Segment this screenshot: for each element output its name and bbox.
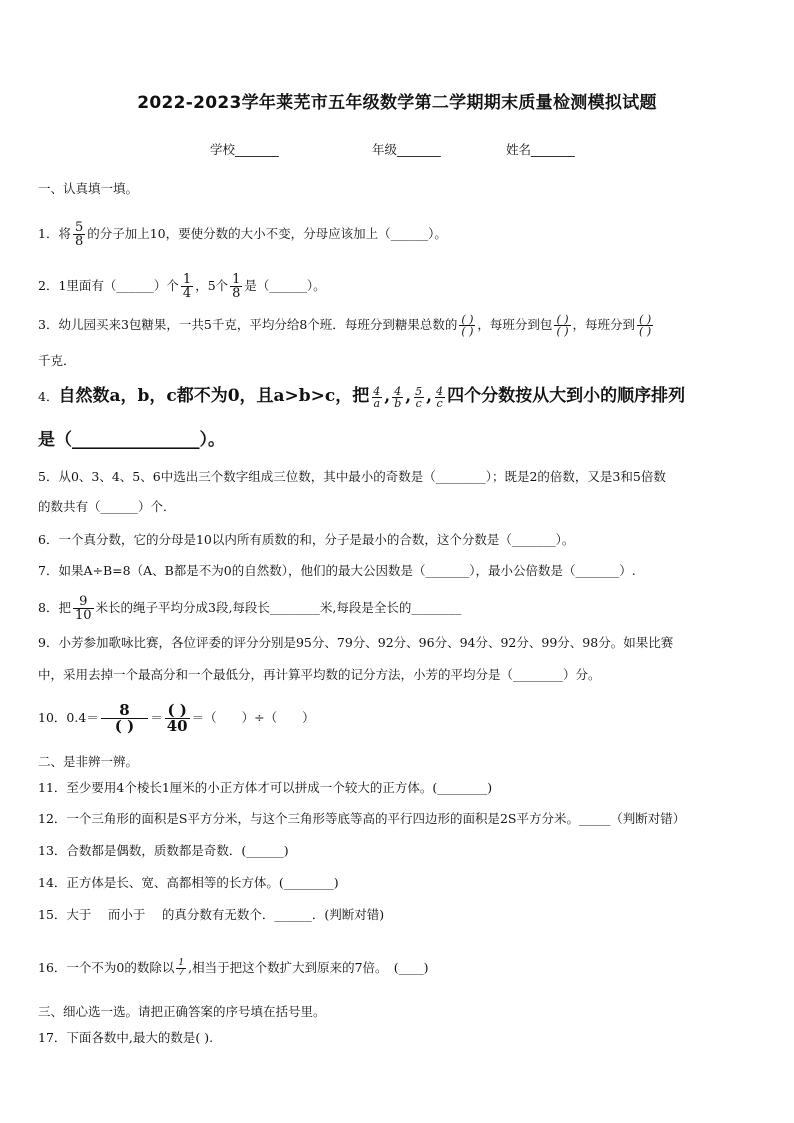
q10-fraction-2 (165, 703, 190, 734)
q16-text-post: ,相当于把这个数扩大到原来的7倍。 (____) (188, 960, 429, 975)
q8-text-pre: 8．把 (38, 600, 71, 615)
fraction-denominator: b (394, 397, 402, 410)
school-field: 学校_______ (210, 142, 279, 157)
fraction-numerator: 4 (373, 385, 381, 398)
fraction-numerator: ( ) (556, 313, 569, 326)
q1-text-pre: 1．将 (38, 226, 71, 241)
question-5-line-2: 的数共有（______）个． (38, 499, 176, 514)
grade-field: 年级_______ (372, 142, 441, 157)
q2-text-post: 是（______）。 (244, 278, 326, 293)
fraction-denominator: ( ) (461, 325, 474, 338)
fraction-denominator: 7 (178, 968, 185, 978)
fraction-numerator: 1 (182, 272, 192, 287)
q4-text-1: 自然数a，b，c都不为0，且a>b>c，把 (58, 386, 370, 406)
fraction-denominator: 10 (74, 608, 92, 623)
question-5: 5．从0、3、4、5、6中选出三个数字组成三位数，其中最小的奇数是（________）；既是2的倍数，又是3和5倍数 (38, 469, 666, 484)
q4-number: 4． (38, 389, 59, 404)
q2-fraction-2 (230, 273, 242, 300)
fraction-numerator: ( ) (639, 313, 652, 326)
q2-text-mid: ，5个 (195, 278, 229, 293)
fraction-denominator: ( ) (639, 325, 652, 338)
section-heading-2: 二、是非辨一辨。 (38, 754, 139, 769)
name-field: 姓名_______ (506, 142, 575, 157)
fraction-denominator: 40 (166, 717, 188, 735)
question-16 (38, 958, 429, 978)
q4-fraction-3 (413, 386, 424, 409)
fraction-denominator: a (373, 397, 381, 410)
question-10 (38, 703, 315, 734)
section-heading-3: 三、细心选一选。请把正确答案的序号填在括号里。 (38, 1004, 326, 1019)
q10-text-post: ＝（ ）÷（ ） (191, 710, 315, 725)
q16-fraction (176, 959, 186, 978)
q2-text-pre: 2．1里面有（______）个 (38, 278, 179, 293)
q4-fraction-2 (392, 386, 403, 409)
fraction-numerator: 9 (79, 594, 88, 609)
q3-text-mid2: ，每班分到 (572, 317, 636, 332)
question-9-line-2: 中，采用去掉一个最高分和一个最低分，再计算平均数的记分方法，小芳的平均分是（________）分。 (38, 667, 601, 682)
question-4-line-2 (38, 430, 225, 451)
fraction-numerator: 8 (119, 701, 130, 719)
question-12: 12．一个三角形的面积是S平方分米，与这个三角形等底等高的平行四边形的面积是2S平方分米。_____（判断对错） (38, 811, 686, 826)
fraction-numerator: ( ) (461, 313, 474, 326)
fraction-numerator: 5 (415, 385, 423, 398)
question-7: 7．如果A÷B=8（A、B都是不为0的自然数），他们的最大公因数是（_______），最小公倍数是（_______）. (38, 563, 636, 578)
fraction-denominator: c (415, 397, 422, 410)
question-4: 4．自然数a，b，c都不为0，且a>b>c，把 $\frac{4}{a}$ , $\frac{4}{b}$ , $\frac{5}{c}$ , $\frac{4}{c}$ 四个分数按从大到小的顺序排列 (38, 385, 686, 410)
fraction-numerator: 1 (178, 958, 185, 968)
question-17: 17．下面各数中,最大的数是( ). (38, 1030, 214, 1045)
q16-text-pre: 16．一个不为0的数除以 (38, 960, 175, 975)
fraction-denominator: c (436, 397, 443, 410)
q3-blank-fraction-3 (637, 314, 653, 337)
fraction-numerator: 4 (394, 385, 402, 398)
fraction-denominator: 8 (74, 234, 84, 249)
question-1 (38, 221, 447, 248)
q10-fraction-1 (101, 703, 148, 734)
fraction-denominator: ( ) (101, 718, 148, 734)
section-heading-1: 一、认真填一填。 (38, 181, 139, 196)
question-14: 14．正方体是长、宽、高都相等的长方体。(________) (38, 875, 339, 890)
fraction-numerator: 5 (74, 220, 84, 235)
q4-text-3: 是（_______________）。 (38, 430, 225, 450)
fraction-numerator: ( ) (167, 701, 187, 719)
q10-equals: ＝ (150, 710, 163, 725)
page-title: 2022-2023学年莱芜市五年级数学第二学期期末质量检测模拟试题 (137, 93, 657, 113)
q3-text-mid1: ，每班分到包 (477, 317, 553, 332)
q1-fraction (73, 221, 85, 248)
q1-text-post: 的分子加上10，要使分数的大小不变，分母应该加上（______）。 (87, 226, 447, 241)
fraction-denominator: 8 (232, 286, 241, 301)
question-3 (38, 314, 655, 337)
q8-text-post: 米长的绳子平均分成3段,每段长________米,每段是全长的________ (95, 600, 462, 615)
question-2 (38, 273, 326, 300)
question-8 (38, 595, 461, 622)
fraction-denominator: ( ) (556, 325, 569, 338)
q4-text-2: 四个分数按从大到小的顺序排列 (447, 386, 686, 406)
q3-text-pre: 3．幼儿园买来3包糖果，一共5千克，平均分给8个班．每班分到糖果总数的 (38, 317, 458, 332)
q2-fraction-1 (181, 273, 193, 300)
question-9: 9．小芳参加歌咏比赛，各位评委的评分分别是95分、79分、92分、96分、94分、92分、99分、98分。如果比赛 (38, 635, 674, 650)
question-3-line-2: 千克． (38, 353, 76, 368)
fraction-numerator: 1 (232, 272, 241, 287)
question-11: 11．至少要用4个棱长1厘米的小正方体才可以拼成一个较大的正方体。(________) (38, 780, 493, 795)
q10-text-pre: 10．0.4＝ (38, 710, 99, 725)
q8-fraction (73, 595, 94, 622)
fraction-numerator: 4 (436, 385, 444, 398)
q4-fraction-4 (434, 386, 445, 409)
q3-blank-fraction-1 (459, 314, 475, 337)
q3-blank-fraction-2 (554, 314, 570, 337)
q4-fraction-1 (371, 386, 382, 409)
question-15: 15．大于 而小于 的真分数有无数个．______．(判断对错) (38, 907, 385, 922)
fraction-denominator: 4 (182, 286, 192, 301)
question-13: 13．合数都是偶数，质数都是奇数．(______) (38, 843, 289, 858)
question-6: 6．一个真分数，它的分母是10以内所有质数的和，分子是最小的合数，这个分数是（_______）。 (38, 532, 575, 547)
